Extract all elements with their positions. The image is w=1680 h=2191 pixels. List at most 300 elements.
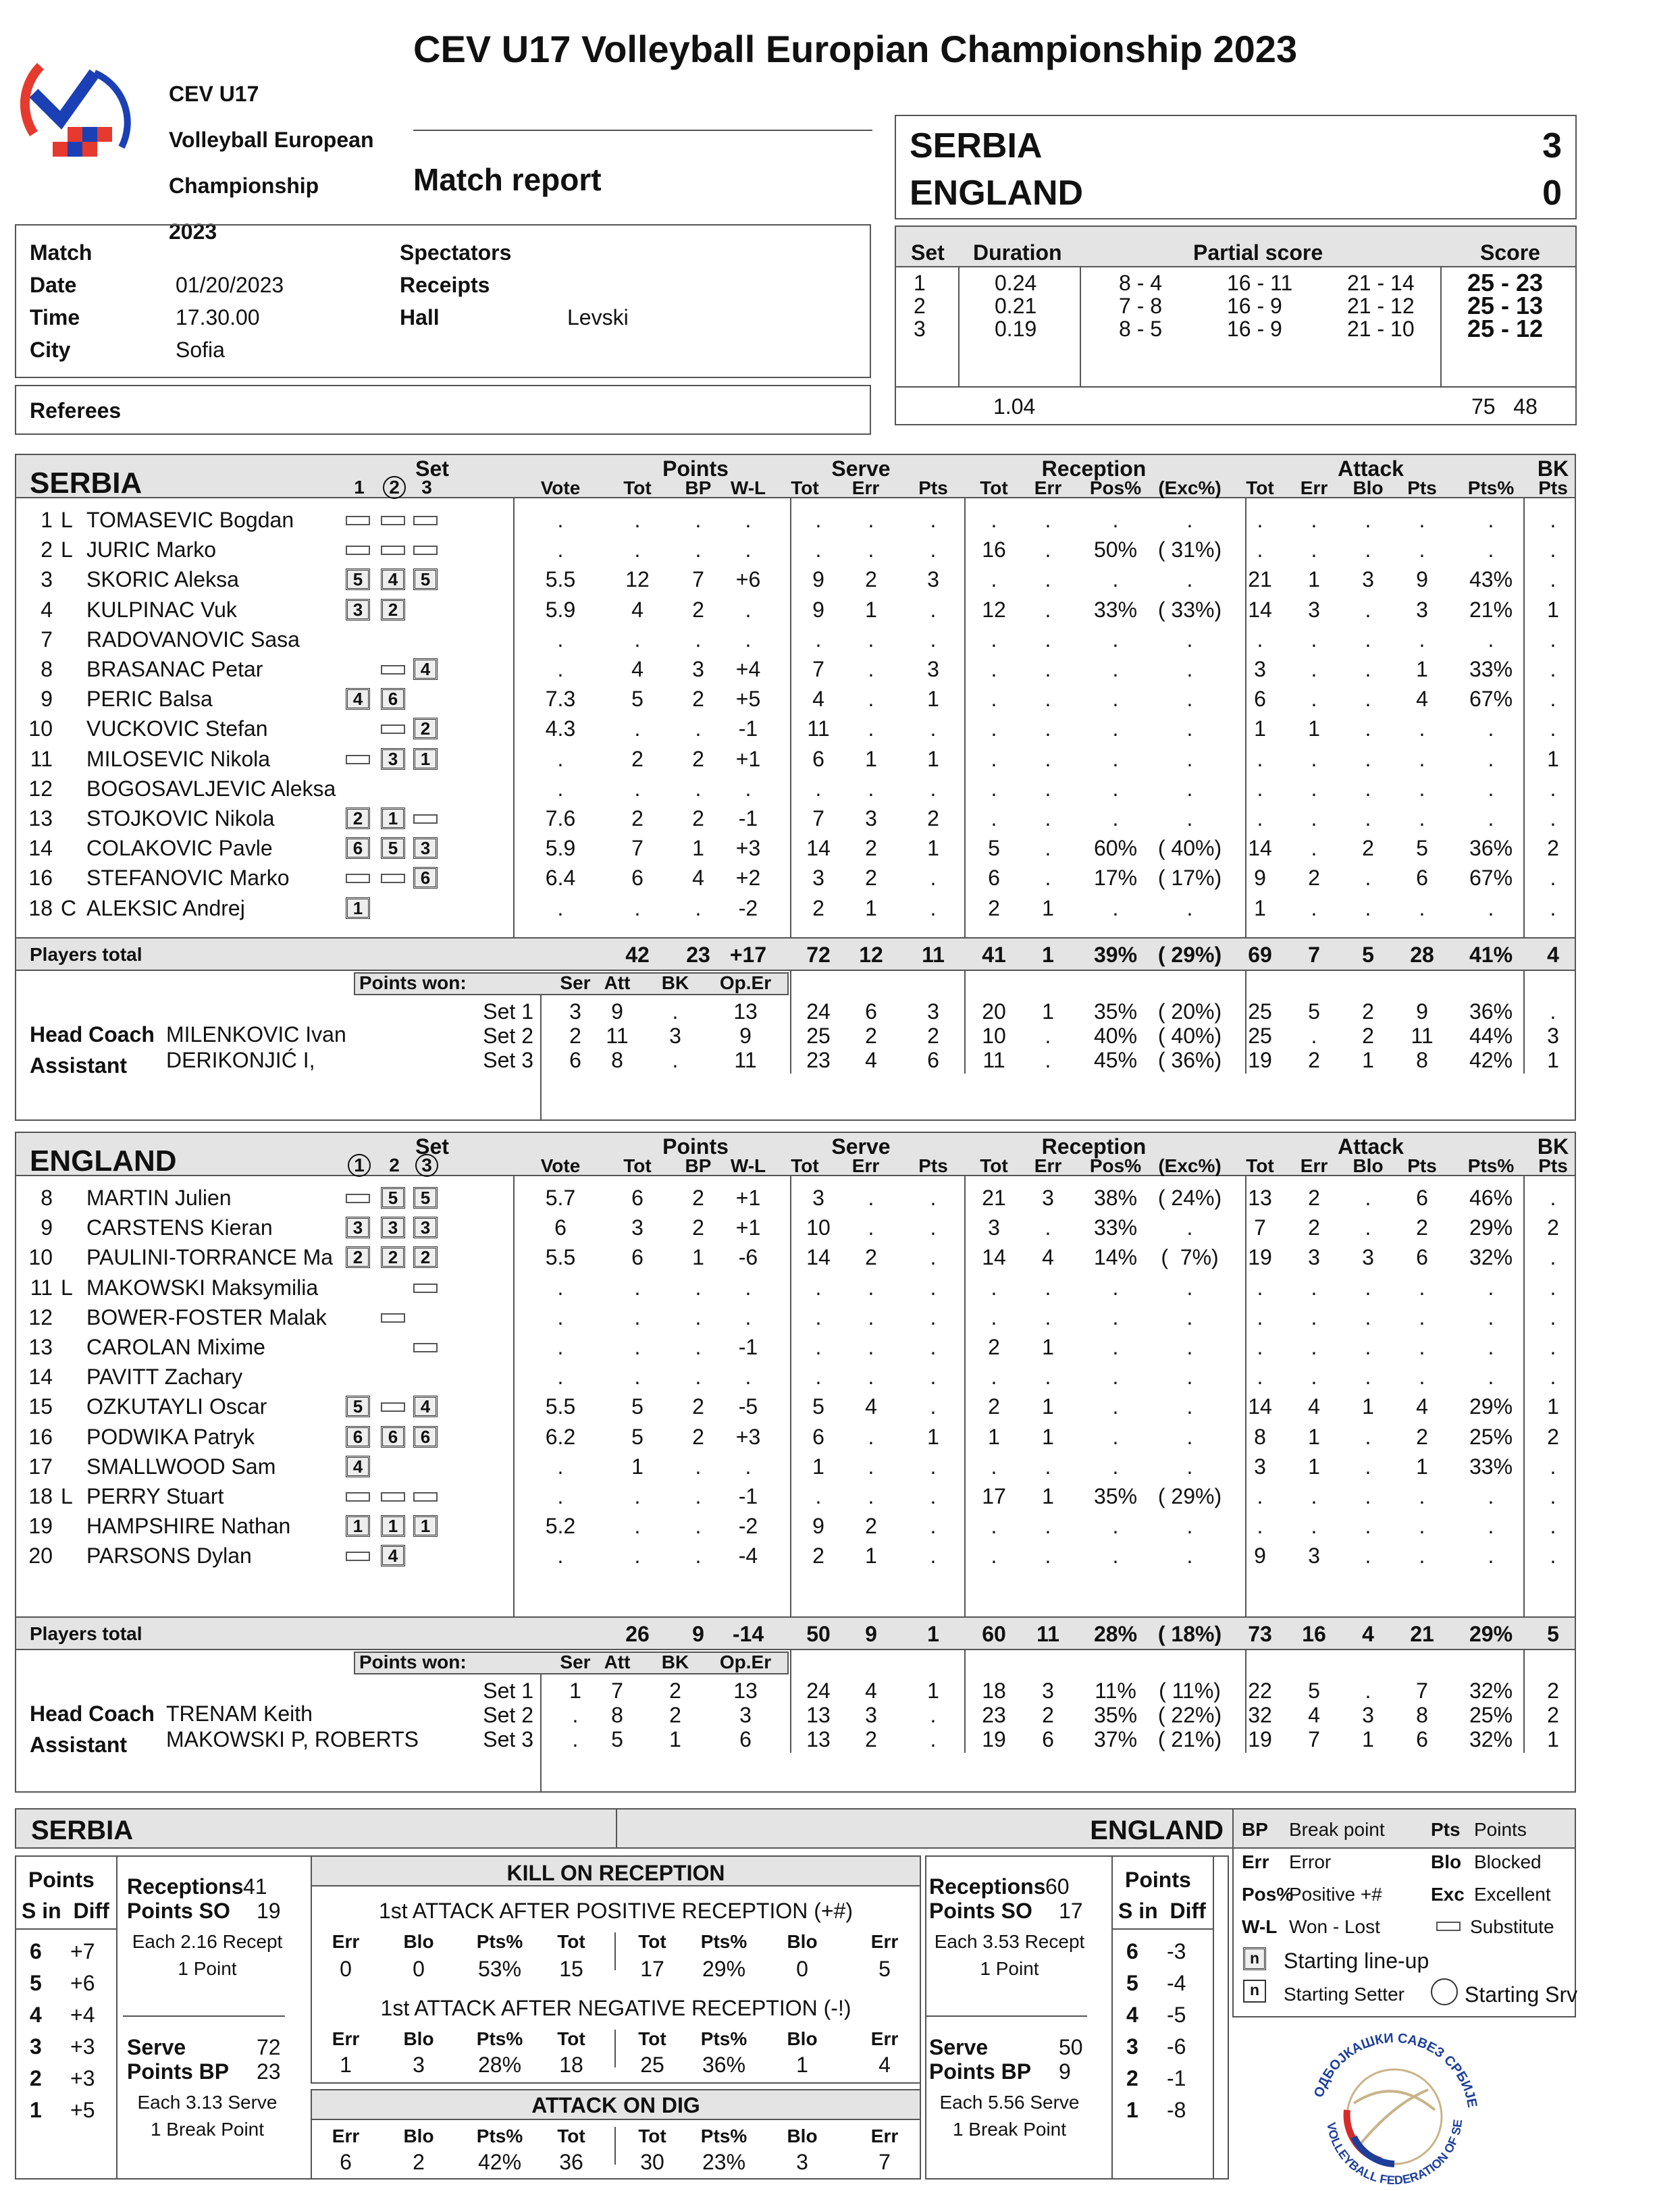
stat-cell: . (1311, 806, 1317, 830)
total-cell: 42 (625, 943, 650, 967)
column-header-tot: Tot (623, 1155, 652, 1176)
stat-cell: . (1550, 537, 1556, 562)
each-recept: Each 3.53 Recept (934, 1931, 1085, 1952)
set-stat-cell: 11% (1095, 1679, 1136, 1703)
stat-cell: . (1112, 508, 1119, 532)
substitute-icon (413, 814, 438, 824)
set-number-label: 1 (354, 477, 365, 498)
stat-cell: . (1550, 1365, 1556, 1390)
stat-cell: 1 (1308, 1454, 1320, 1479)
stat-cell: 7.6 (545, 806, 576, 830)
lineup-square: 3 (381, 748, 405, 770)
sin-value: 4 (1126, 2003, 1138, 2027)
stat-cell: . (695, 716, 702, 741)
column-divider (1245, 971, 1246, 1074)
set-stat-cell: ( 36%) (1157, 1048, 1222, 1072)
stat-cell: . (1186, 1394, 1193, 1419)
set-stat-cell: 9 (1416, 999, 1428, 1024)
sin-diff-header: S in Diff (22, 1899, 109, 1923)
player-role: C (61, 895, 77, 920)
stat-cell: . (815, 776, 822, 801)
scoreboard (895, 115, 1577, 219)
stat-cell: . (868, 1186, 874, 1210)
column-header-tot: Tot (1246, 1155, 1274, 1176)
set-stat-cell: 18 (982, 1679, 1006, 1703)
stat-cell: . (1488, 537, 1494, 562)
stat-cell: . (930, 1215, 937, 1240)
set-stat-cell: 25 (1248, 1024, 1272, 1048)
stat-cell: . (1186, 1215, 1193, 1240)
points-won-cell: . (572, 1727, 579, 1751)
stat-cell: 1 (1362, 1394, 1374, 1419)
substitute-icon (413, 516, 438, 525)
stat-cell: . (868, 657, 874, 681)
stat-cell: 35% (1093, 1484, 1138, 1508)
stat-cell: . (868, 537, 874, 562)
stat-cell: . (1419, 746, 1425, 771)
stat-cell: . (1112, 1335, 1119, 1359)
lineup-square: 4 (381, 1545, 405, 1566)
lineup-square: 3 (381, 1217, 405, 1238)
stat-cell: . (1045, 1275, 1051, 1300)
stat-cell: 2 (1547, 836, 1559, 861)
total-cell: 26 (625, 1622, 650, 1646)
stat-cell: . (557, 508, 564, 532)
logo-line: 2023 (169, 219, 217, 244)
stat-cell: 2 (692, 1424, 704, 1449)
set-stat-cell: 2 (1308, 1048, 1320, 1072)
logo-line: CEV U17 (169, 82, 259, 106)
stat-cell: . (1311, 508, 1317, 532)
stat-cell: . (1488, 627, 1494, 652)
diff-value: -5 (1167, 2003, 1186, 2027)
stat-cell: . (1112, 1304, 1119, 1329)
points-won-cell: 2 (669, 1703, 681, 1727)
points-won-cell: 13 (733, 1679, 758, 1703)
player-role: L (61, 1275, 73, 1300)
stat-cell: . (557, 895, 564, 920)
stat-cell: . (745, 1365, 752, 1390)
stat-cell: 33% (1093, 597, 1138, 622)
sin-value: 2 (30, 2066, 42, 2090)
stat-cell: . (1365, 866, 1371, 891)
sin-value: 2 (1126, 2066, 1138, 2090)
partial-16: 16 - 9 (1227, 317, 1282, 341)
points-so-value: 19 (257, 1899, 281, 1923)
stat-cell: . (1112, 806, 1119, 830)
stat-cell: 6 (554, 1215, 567, 1240)
stat-cell: . (1045, 567, 1051, 592)
stat-cell: . (1419, 1304, 1425, 1329)
stat-cell: . (1112, 1424, 1119, 1449)
stat-cell: 46% (1469, 1186, 1513, 1210)
stat-cell: 6.2 (545, 1424, 576, 1449)
legend-meaning: Break point (1289, 1819, 1385, 1840)
points-won-cell: . (572, 1703, 579, 1727)
player-name: JURIC Marko (86, 537, 217, 562)
stat-cell: 5.5 (545, 1394, 576, 1419)
attack-header: Attack (1338, 1134, 1404, 1159)
stat-cell: 5 (812, 1394, 824, 1419)
column-header-err: Err (851, 477, 880, 498)
set-stat-cell: 2 (1362, 1024, 1374, 1048)
stat-cell: . (1419, 1543, 1425, 1568)
lineup-square: 4 (346, 1456, 370, 1477)
partial-16: 16 - 9 (1227, 294, 1282, 318)
stat-cell: 2 (812, 1543, 824, 1568)
stat-cell: . (1419, 1484, 1425, 1508)
column-header-tot: Tot (980, 477, 1008, 498)
column-header-bp: BP (685, 477, 712, 498)
stat-cell: . (1045, 508, 1051, 532)
stat-cell: . (991, 567, 997, 592)
points-won-cell: 3 (669, 1024, 681, 1048)
stat-cell: . (557, 1304, 564, 1329)
stat-cell: . (634, 627, 641, 652)
total-cell: 12 (859, 943, 883, 967)
stat-cell: . (930, 508, 937, 532)
stat-cell: 9 (1416, 567, 1428, 592)
lineup-square: 2 (413, 718, 438, 739)
player-name: MAKOWSKI Maksymilia (86, 1275, 319, 1300)
points-header-label: Points (28, 1868, 95, 1892)
stat-cell: . (1112, 1514, 1119, 1539)
points-won-cell: 7 (611, 1679, 623, 1703)
sets-table (895, 226, 1577, 425)
player-number: 10 (28, 1245, 53, 1270)
stat-cell: . (1488, 1335, 1494, 1359)
points-won-cell: 1 (569, 1679, 581, 1703)
attack-stat: 4 (878, 2053, 891, 2077)
attack-stat: 36 (559, 2150, 583, 2174)
stat-cell: . (1186, 567, 1193, 592)
attack-stat: Blo (403, 1931, 434, 1952)
set-duration: 0.19 (995, 317, 1037, 341)
lineup-square: 2 (346, 808, 370, 829)
stat-cell: . (815, 1304, 822, 1329)
total-cell: 41% (1469, 943, 1513, 967)
stat-cell: . (557, 657, 564, 681)
stat-cell: . (557, 1365, 564, 1390)
stat-cell: . (991, 657, 997, 681)
stat-cell: 29% (1469, 1215, 1513, 1240)
stat-cell: . (868, 776, 874, 801)
set-stat-cell: 13 (806, 1727, 831, 1751)
player-role: L (61, 508, 73, 532)
set-stat-cell: 35% (1093, 999, 1138, 1024)
sets-header-score: Score (1480, 240, 1540, 265)
stat-cell: 67% (1469, 866, 1513, 891)
stat-cell: . (557, 1275, 564, 1300)
set-stat-cell: ( 22%) (1157, 1703, 1222, 1727)
attack-stat: 36% (702, 2053, 746, 2077)
one-point: 1 Point (178, 1958, 237, 1979)
stat-cell: 9 (812, 567, 824, 592)
total-cell: -14 (732, 1622, 764, 1646)
attack-stat: Tot (557, 2028, 585, 2049)
summary-home-name: SERBIA (31, 1816, 134, 1845)
stat-cell: . (695, 1365, 702, 1390)
partial-8: 8 - 4 (1119, 271, 1163, 295)
sin-value: 5 (30, 1971, 42, 1995)
player-number: 20 (28, 1543, 53, 1568)
points-bp-label: Points BP (127, 2059, 230, 2084)
stat-cell: . (695, 1304, 702, 1329)
set-stat-cell: 11 (982, 1048, 1005, 1072)
points-bp-label: Points BP (929, 2059, 1032, 2084)
stat-cell: 2 (692, 1394, 704, 1419)
set-stat-cell: 8 (1416, 1048, 1428, 1072)
column-header-pts: Pts (918, 477, 948, 498)
set-stat-cell: 5 (1308, 999, 1320, 1024)
total-cell: 16 (1302, 1622, 1326, 1646)
stat-cell: 1 (865, 746, 877, 771)
stat-cell: . (695, 895, 702, 920)
set-stat-cell: 22 (1248, 1679, 1272, 1703)
stat-cell: . (815, 1275, 822, 1300)
stat-cell: . (1112, 1543, 1119, 1568)
set-circle-icon: 3 (415, 1154, 438, 1177)
attack-stat: 30 (640, 2150, 664, 2174)
set-stat-cell: 23 (982, 1703, 1006, 1727)
column-header-err: Err (1034, 477, 1062, 498)
stat-cell: . (634, 537, 641, 562)
points-won-header: Ser (560, 972, 591, 993)
lineup-square: 5 (346, 569, 370, 590)
player-name: PAVITT Zachary (86, 1365, 243, 1390)
legend-lineup-text: Starting line-up (1284, 1949, 1429, 1973)
stat-cell: 1 (1042, 1484, 1054, 1508)
stat-cell: 4 (812, 687, 824, 712)
stat-cell: . (1311, 657, 1317, 681)
substitute-icon (346, 755, 370, 764)
stat-cell: . (1257, 1304, 1263, 1329)
stat-cell: . (1419, 627, 1425, 652)
stat-cell: . (1311, 1275, 1317, 1300)
player-name: PERRY Stuart (86, 1484, 224, 1508)
stat-cell: 6 (1254, 687, 1266, 712)
column-divider (790, 971, 791, 1074)
stat-cell: . (1419, 1514, 1425, 1539)
player-name: MARTIN Julien (86, 1186, 232, 1210)
total-cell: ( 29%) (1157, 943, 1222, 967)
stat-cell: . (1311, 746, 1317, 771)
partial-8: 8 - 5 (1119, 317, 1163, 341)
stat-cell: . (991, 1275, 997, 1300)
set-stat-cell: 4 (1308, 1703, 1320, 1727)
stat-cell: 1 (692, 836, 704, 861)
player-number: 19 (28, 1514, 53, 1539)
stat-cell: -1 (738, 1484, 758, 1508)
receptions-value: 60 (1045, 1874, 1070, 1899)
stat-cell: 3 (927, 567, 939, 592)
column-header-pts: Pts (1538, 477, 1568, 498)
attack-stat: 15 (559, 1957, 583, 1981)
player-number: 11 (30, 1275, 53, 1300)
stat-cell: . (1365, 508, 1371, 532)
legend-meaning: Error (1289, 1851, 1332, 1872)
stat-cell: . (1365, 1335, 1371, 1359)
stat-cell: . (1112, 627, 1119, 652)
substitute-icon (346, 516, 370, 525)
lineup-square: 3 (413, 1217, 438, 1238)
points-won-header: Op.Er (719, 972, 772, 993)
attack-stat: Tot (557, 2126, 585, 2146)
stat-cell: . (991, 1514, 997, 1539)
stat-cell: . (930, 1484, 937, 1508)
stat-cell: 1 (1308, 1424, 1320, 1449)
stat-cell: +1 (735, 746, 761, 771)
legend-meaning: Substitute (1470, 1916, 1554, 1937)
player-name: BRASANAC Petar (86, 657, 263, 681)
stat-cell: . (1045, 1454, 1051, 1479)
stat-cell: . (745, 627, 752, 652)
set-circle-icon: 1 (348, 1154, 371, 1177)
stat-cell: 3 (1308, 597, 1320, 622)
stat-cell: 7 (631, 836, 644, 861)
stat-cell: 2 (865, 1514, 877, 1539)
stat-cell: . (1419, 776, 1425, 801)
lineup-square: 4 (413, 1396, 438, 1417)
total-cell: +17 (729, 943, 767, 967)
stat-cell: 1 (865, 597, 877, 622)
stat-cell: . (1550, 1454, 1556, 1479)
points-won-cell: 5 (611, 1727, 623, 1751)
set-number-label: 3 (421, 477, 432, 498)
stat-cell: . (1365, 597, 1371, 622)
stat-cell: . (1488, 716, 1494, 741)
stat-cell: . (557, 537, 564, 562)
player-number: 15 (28, 1394, 53, 1419)
stat-cell: 6 (812, 746, 824, 771)
stat-cell: . (815, 1365, 822, 1390)
stat-cell: 5 (631, 687, 644, 712)
stat-cell: . (1419, 1335, 1425, 1359)
stat-cell: . (634, 1335, 641, 1359)
stat-cell: . (745, 1304, 752, 1329)
substitute-icon (413, 546, 438, 555)
receptions-value: 41 (243, 1874, 267, 1899)
stat-cell: 1 (988, 1424, 1000, 1449)
stat-cell: . (1186, 1514, 1193, 1539)
player-name: VUCKOVIC Stefan (86, 716, 268, 741)
stat-cell: 6 (631, 866, 644, 891)
stat-cell: -6 (738, 1245, 758, 1270)
stat-cell: . (1488, 1484, 1494, 1508)
points-so-value: 17 (1059, 1899, 1083, 1923)
stat-cell: -2 (738, 895, 758, 920)
stat-cell: . (1045, 716, 1051, 741)
lineup-square: 1 (346, 897, 370, 919)
stat-cell: 2 (812, 895, 824, 920)
stat-cell: 50% (1093, 537, 1138, 562)
stat-cell: 11 (807, 716, 830, 741)
total-cell: 5 (1547, 1622, 1559, 1646)
points-won-cell: 1 (669, 1727, 681, 1751)
stat-cell: . (1419, 1275, 1425, 1300)
set-stat-cell: 10 (982, 1024, 1006, 1048)
points-bp-value: 23 (257, 2059, 281, 2084)
sin-value: 5 (1126, 1971, 1138, 1995)
stat-cell: . (1186, 895, 1193, 920)
stat-cell: . (1365, 1215, 1371, 1240)
stat-cell: . (1365, 537, 1371, 562)
stat-cell: 2 (865, 567, 877, 592)
legend-abbrev: Exc (1431, 1884, 1465, 1905)
stat-cell: . (1365, 895, 1371, 920)
attack-stat: Blo (787, 1931, 818, 1952)
total-cell: 28% (1093, 1622, 1138, 1646)
player-name: SMALLWOOD Sam (86, 1454, 276, 1479)
stat-cell: 3 (812, 1186, 824, 1210)
stat-cell: . (557, 1335, 564, 1359)
column-header-exc: (Exc%) (1158, 477, 1222, 498)
set-number: 1 (914, 271, 926, 295)
column-divider (1245, 1650, 1246, 1753)
stat-cell: . (1488, 746, 1494, 771)
stat-cell: . (1112, 1394, 1119, 1419)
stat-cell: . (1365, 716, 1371, 741)
stat-cell: . (1257, 806, 1263, 830)
stat-cell: 1 (927, 1424, 939, 1449)
stat-cell: . (1365, 1543, 1371, 1568)
column-header-ptsp: Pts% (1467, 477, 1515, 498)
summary-frame (15, 1855, 921, 2180)
stat-cell: 32% (1469, 1245, 1513, 1270)
stat-cell: . (1419, 716, 1425, 741)
diff-value: -3 (1167, 1939, 1186, 1963)
stat-cell: . (1365, 1454, 1371, 1479)
lineup-square: 6 (346, 1426, 370, 1448)
player-number: 1 (41, 508, 53, 532)
svg-text:VOLLEYBALL FEDERATION OF SERBI: VOLLEYBALL FEDERATION OF SE (1324, 2118, 1465, 2184)
stat-cell: . (1488, 895, 1494, 920)
stat-cell: . (1257, 1335, 1263, 1359)
stat-cell: ( 17%) (1157, 866, 1222, 891)
stat-cell: 14 (806, 1245, 831, 1270)
attack-stat: Pts% (476, 1931, 523, 1952)
points-won-header: BK (661, 972, 689, 993)
stat-cell: . (1112, 1454, 1119, 1479)
player-number: 13 (28, 1335, 53, 1359)
stat-cell: . (868, 1335, 874, 1359)
stat-cell: . (991, 1543, 997, 1568)
diff-value: -6 (1167, 2034, 1186, 2059)
serve-label: Serve (127, 2035, 186, 2059)
stat-cell: . (1550, 806, 1556, 830)
column-header-blo: Blo (1353, 1155, 1384, 1176)
stat-cell: . (1419, 895, 1425, 920)
set-stat-cell: 40% (1093, 1024, 1138, 1048)
attack-stat: Tot (638, 1931, 666, 1952)
points-so-label: Points SO (929, 1899, 1032, 1923)
stat-cell: . (1045, 1543, 1051, 1568)
attack-stat: Pts% (700, 1931, 747, 1952)
column-header-err: Err (851, 1155, 880, 1176)
stat-cell: . (1550, 716, 1556, 741)
diff-value: +3 (70, 2066, 95, 2090)
stat-cell: . (868, 1365, 874, 1390)
stat-cell: 1 (1254, 716, 1266, 741)
serve-value: 50 (1059, 2035, 1083, 2059)
team-name: SERBIA (30, 467, 142, 500)
player-name: COLAKOVIC Pavle (86, 836, 273, 861)
points-won-cell: 11 (734, 1048, 757, 1072)
stat-cell: . (695, 1275, 702, 1300)
attack-stat: 2 (413, 2150, 425, 2174)
stat-cell: ( 7%) (1161, 1245, 1219, 1270)
assistant-name: DERIKONJIĆ I, (166, 1048, 315, 1072)
